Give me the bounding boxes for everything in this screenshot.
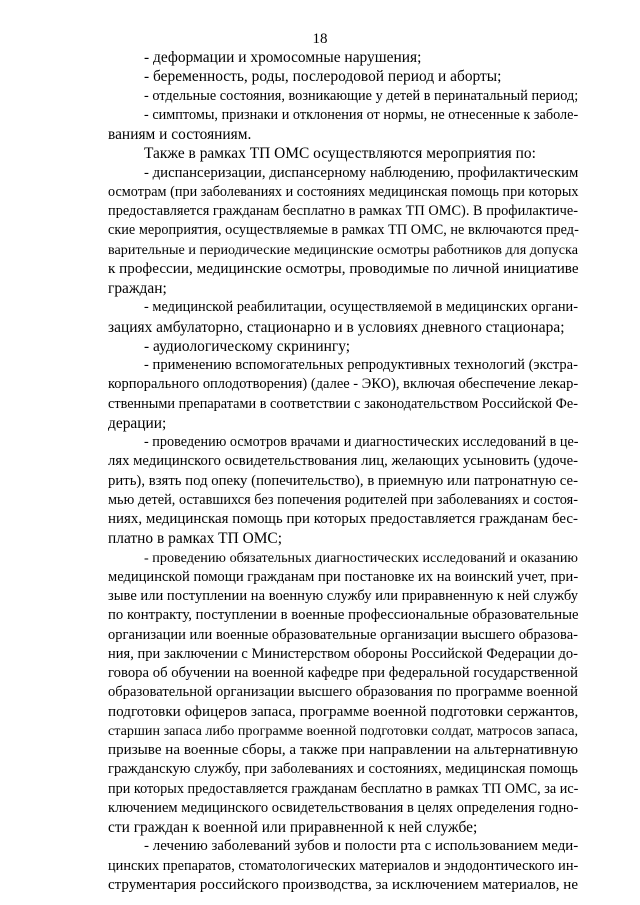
text-line: медицинской помощи гражданам при постановке их на воинский учет, при- xyxy=(108,568,579,585)
text-line: по контракту, поступлении в военные профессиональные образовательные xyxy=(108,607,579,624)
text-line: ские мероприятия, осуществляемые в рамках ТП ОМС, не включаются пред- xyxy=(108,222,579,239)
text-line: ниях, медицинская помощь при которых предоставляется гражданам бес- xyxy=(108,511,578,527)
text-line: цинских препаратов, стоматологических материалов и эндодонтического ин- xyxy=(108,857,579,874)
text-line: дерации; xyxy=(108,414,167,432)
text-line: струментария российского производства, за исключением материалов, не xyxy=(108,876,579,893)
document-body xyxy=(108,48,578,895)
text-line: ключением медицинского освидетельствования в целях определения годно- xyxy=(108,799,579,816)
text-line: корпорального оплодотворения) (далее - ЭКО), включая обеспечение лекар- xyxy=(108,376,579,393)
text-line: варительные и периодические медицинские осмотры работников для допуска xyxy=(108,241,578,258)
text-line: ственными препаратами в соответствии с законодательством Российской Фе- xyxy=(108,395,578,412)
text-line: сти граждан к военной или приравненной к ней службе; xyxy=(108,819,478,836)
text-line: при которых предоставляется гражданам бесплатно в рамках ТП ОМС, за ис- xyxy=(108,780,579,797)
text-line: организации или военные образовательные организации высшего образова- xyxy=(108,626,578,643)
text-line: - деформации и хромосомные нарушения; xyxy=(144,49,422,66)
text-line: старшин запаса либо программе военной подготовки солдат, матросов запаса, xyxy=(108,722,579,739)
text-line: говора об обучении на военной кафедре при федеральной государственной xyxy=(108,665,578,681)
text-line: - лечению заболеваний зубов и полости рта с использованием меди- xyxy=(144,838,579,855)
text-line: ваниям и состояниям. xyxy=(108,126,252,143)
text-line: - проведению осмотров врачами и диагностических исследований в це- xyxy=(144,434,579,450)
text-line: - симптомы, признаки и отклонения от нормы, не отнесенные к заболе- xyxy=(144,106,579,123)
text-line: призыве на военные сборы, а также при направлении на альтернативную xyxy=(108,742,578,758)
text-line: - беременность, роды, послеродовой период и аборты; xyxy=(144,68,502,86)
text-line: лях медицинского освидетельствования лиц, желающих усыновить (удоче- xyxy=(108,453,578,470)
text-line: ния, при заключении с Министерством обороны Российской Федерации до- xyxy=(108,645,578,662)
text-line: - диспансеризации, диспансерному наблюдению, профилактическим xyxy=(144,164,579,181)
text-line: мью детей, оставшихся без попечения родителей при заболеваниях и состоя- xyxy=(108,491,578,508)
text-line: рить), взять под опеку (попечительство), в приемную или патронатную се- xyxy=(108,472,578,489)
text-line: гражданскую службу, при заболеваниях и состояниях, медицинская помощь xyxy=(108,761,578,778)
text-line: - применению вспомогательных репродуктивных технологий (экстра- xyxy=(144,357,578,373)
text-line: - медицинской реабилитации, осуществляемой в медицинских органи- xyxy=(144,299,578,316)
text-line: платно в рамках ТП ОМС; xyxy=(108,530,283,548)
text-line: к профессии, медицинские осмотры, проводимые по личной инициативе xyxy=(108,260,579,277)
text-line: образовательной организации высшего образования по программе военной xyxy=(108,684,578,701)
text-line: зыве или поступлении на военную службу или приравненную к ней службу xyxy=(108,588,578,604)
text-line: граждан; xyxy=(108,280,167,297)
text-line: предоставляется гражданам бесплатно в рамках ТП ОМС). В профилактиче- xyxy=(108,203,578,219)
text-line: подготовки офицеров запаса, программе военной подготовки сержантов, xyxy=(108,703,579,720)
text-line: Также в рамках ТП ОМС осуществляются мероприятия по: xyxy=(144,145,536,163)
page-number: 18 xyxy=(312,31,328,47)
text-line: - аудиологическому скринингу; xyxy=(144,337,351,355)
text-line: - проведению обязательных диагностических исследований и оказанию xyxy=(144,549,578,566)
text-line: зациях амбулаторно, стационарно и в условиях дневного стационара; xyxy=(108,318,565,336)
text-line: осмотрам (при заболеваниях и состояниях медицинская помощь при которых xyxy=(108,183,579,200)
text-line: - отдельные состояния, возникающие у детей в перинатальный период; xyxy=(144,87,579,104)
